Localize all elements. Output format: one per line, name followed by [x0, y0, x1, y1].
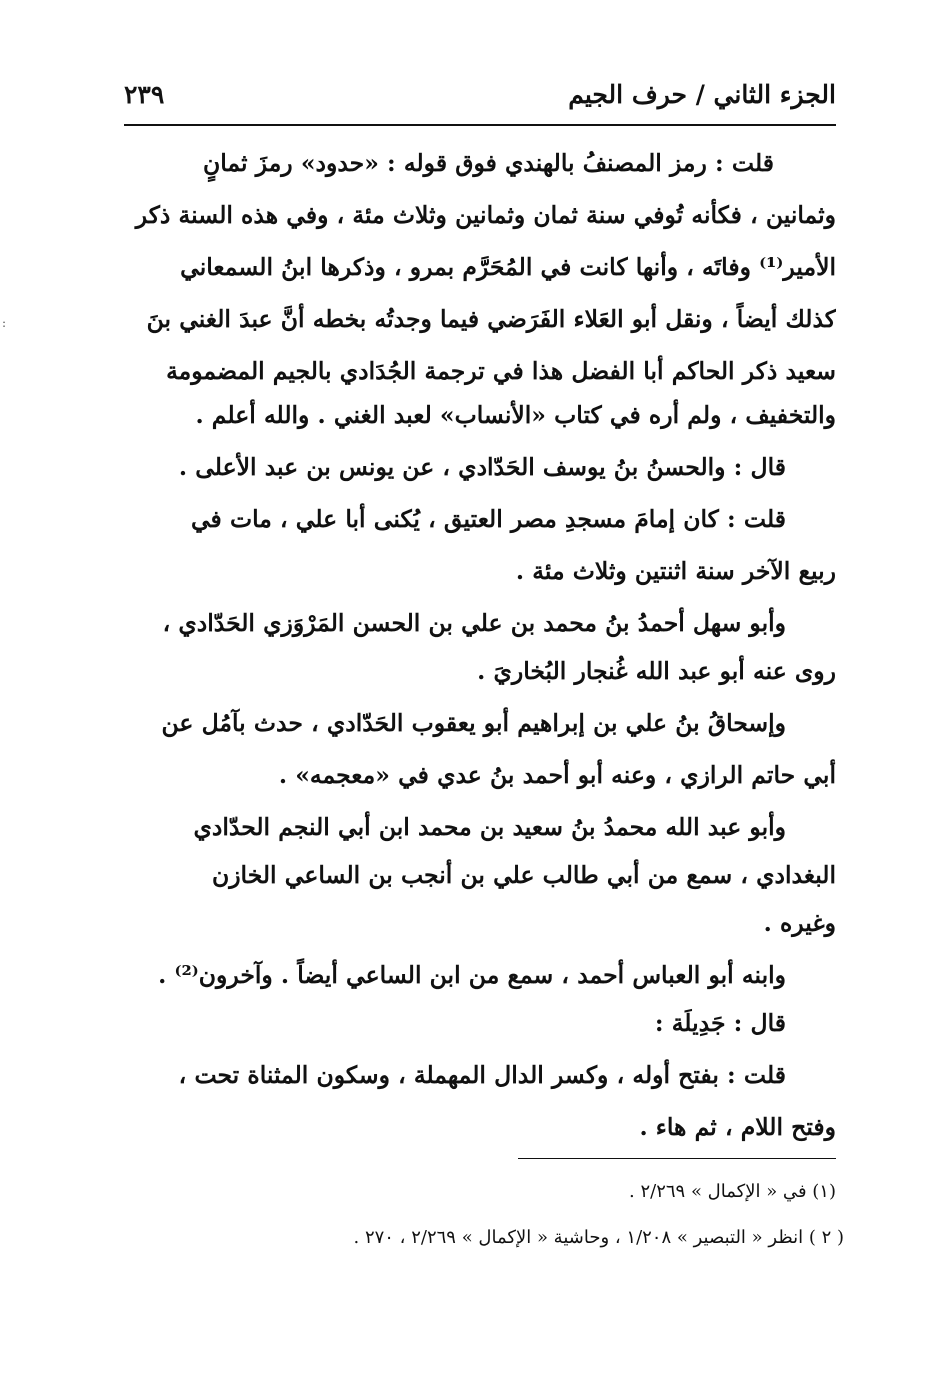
text-line: كذلك أيضاً ، ونقل أبو العَلاء الفَرَضي فيما وجدتُه بخطه أنَّ عبدَ الغني بنَ	[146, 305, 836, 333]
text-line: قال : جَدِيلَة :	[654, 1009, 786, 1037]
text-line: قلت : رمز المصنفُ بالهندي فوق قوله : «حدود» رمزَ ثمانٍ	[203, 149, 774, 177]
margin-speck: :	[2, 316, 7, 330]
text-line: وإسحاقُ بنُ علي بن إبراهيم أبو يعقوب الحَدّادي ، حدث بآمُل عن	[161, 709, 786, 737]
text-line: روى عنه أبو عبد الله غُنجار البُخاريَ .	[477, 657, 836, 685]
text-line: الأمير⁽¹⁾ وفاتَه ، وأنها كانت في المُحَرَّم بمرو ، وذكرها ابنُ السمعاني	[180, 253, 836, 281]
text-line: والتخفيف ، ولم أره في كتاب «الأنساب» لعبد الغني . والله أعلم .	[195, 401, 836, 429]
text-line: أبي حاتم الرازي ، وعنه أبو أحمد بنُ عدي في «معجمه» .	[278, 761, 836, 789]
page-number: ٢٣٩	[124, 80, 165, 109]
text-line: البغدادي ، سمع من أبي طالب علي بن أنجب بن الساعي الخازن	[211, 861, 836, 889]
running-head: الجزء الثاني / حرف الجيم	[568, 80, 836, 109]
text-line: وثمانين ، فكأنه تُوفي سنة ثمان وثمانين وثلاث مئة ، وفي هذه السنة ذكر	[135, 201, 836, 229]
text-line: ربيع الآخر سنة اثنتين وثلاث مئة .	[515, 557, 836, 585]
footnote-2: ( ٢ ) انظر « التبصير » ١/٢٠٨ ، وحاشية « الإكمال » ٢/٢٦٩ ، ٢٧٠ .	[353, 1227, 844, 1248]
text-line: قلت : بفتح أوله ، وكسر الدال المهملة ، وسكون المثناة تحت ،	[178, 1061, 786, 1089]
header-rule	[124, 124, 836, 126]
footnote-rule	[518, 1158, 836, 1159]
text-line: وأبو سهل أحمدُ بنُ محمد بن علي بن الحسن المَرْوَزي الحَدّادي ،	[162, 609, 786, 637]
text-line: وغيره .	[763, 909, 836, 937]
text-line: قلت : كان إمامَ مسجدِ مصر العتيق ، يُكنى أبا علي ، مات في	[190, 505, 786, 533]
footnote-1: (١) في « الإكمال » ٢/٢٦٩ .	[629, 1181, 836, 1202]
text-line: وأبو عبد الله محمدُ بنُ سعيد بن محمد ابن أبي النجم الحدّادي	[193, 813, 786, 841]
text-line: قال : والحسنُ بنُ يوسف الحَدّادي ، عن يونس بن عبد الأعلى .	[178, 453, 786, 481]
page-header	[124, 78, 836, 122]
text-line: وابنه أبو العباس أحمد ، سمع من ابن الساعي أيضاً . وآخرون⁽²⁾ .	[158, 961, 786, 989]
text-line: سعيد ذكر الحاكم أبا الفضل هذا في ترجمة الجُدَادي بالجيم المضمومة	[166, 357, 836, 385]
text-line: وفتح اللام ، ثم هاء .	[639, 1113, 836, 1141]
